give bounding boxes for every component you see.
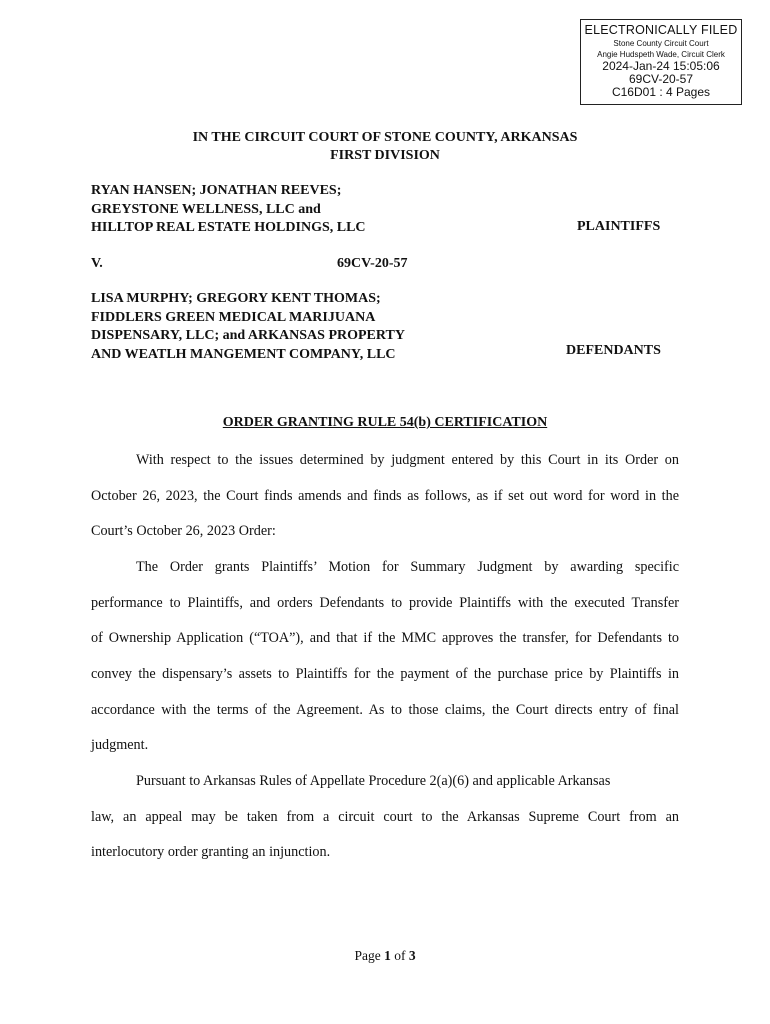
paragraph-3	[91, 772, 679, 879]
court-division: FIRST DIVISION	[330, 148, 440, 163]
plaintiffs-caption	[91, 182, 366, 238]
stamp-title: ELECTRONICALLY FILED	[584, 23, 738, 37]
versus-label: V.	[91, 256, 103, 271]
paragraph-2	[91, 558, 679, 772]
paragraph-line: Court’s October 26, 2023 Order:	[91, 523, 276, 540]
page-total: 3	[408, 948, 416, 963]
paragraph-line: Pursuant to Arkansas Rules of Appellate Procedure 2(a)(6) and applicable Arkansas	[136, 773, 611, 789]
stamp-datetime: 2024-Jan-24 15:05:06	[602, 59, 720, 73]
stamp-clerk: Angie Hudspeth Wade, Circuit Clerk	[597, 50, 725, 59]
stamp-case-number: 69CV-20-57	[628, 72, 694, 86]
stamp-court: Stone County Circuit Court	[613, 39, 709, 48]
defendants-line: FIDDLERS GREEN MEDICAL MARIJUANA	[91, 309, 376, 325]
stamp-pages: C16D01 : 4 Pages	[611, 85, 711, 99]
plaintiffs-line: GREYSTONE WELLNESS, LLC and	[91, 201, 321, 217]
electronic-filing-stamp	[580, 19, 742, 105]
paragraph-1	[91, 451, 679, 558]
defendants-line: DISPENSARY, LLC; and ARKANSAS PROPERTY	[91, 328, 405, 343]
page-prefix: Page	[354, 948, 385, 963]
plaintiffs-line: RYAN HANSEN; JONATHAN REEVES;	[91, 183, 342, 198]
defendants-line: AND WEATLH MANGEMENT COMPANY, LLC	[91, 346, 396, 362]
paragraph-line: of Ownership Application (“TOA”), and that if the MMC approves the transfer, for Defendants to	[91, 630, 679, 647]
plaintiffs-role: PLAINTIFFS	[577, 219, 661, 234]
defendants-role: DEFENDANTS	[566, 343, 661, 358]
page-number: 1	[384, 948, 391, 963]
court-heading: IN THE CIRCUIT COURT OF STONE COUNTY, ARKANSAS	[192, 130, 578, 145]
paragraph-line: performance to Plaintiffs, and orders Defendants to provide Plaintiffs with the executed Transfer	[91, 594, 679, 611]
case-number: 69CV-20-57	[337, 256, 408, 271]
paragraph-line: convey the dispensary’s assets to Plaintiffs for the payment of the purchase price by Plaintiffs in	[91, 666, 679, 683]
paragraph-line: interlocutory order granting an injunction.	[91, 844, 331, 861]
plaintiffs-line: HILLTOP REAL ESTATE HOLDINGS, LLC	[91, 220, 366, 235]
page-footer	[0, 948, 770, 964]
page-of: of	[390, 948, 409, 963]
paragraph-line: accordance with the terms of the Agreement. As to those claims, the Court directs entry of final	[91, 701, 679, 718]
defendants-caption	[91, 290, 405, 364]
paragraph-line: law, an appeal may be taken from a circuit court to the Arkansas Supreme Court from an	[91, 808, 679, 825]
defendants-line: LISA MURPHY; GREGORY KENT THOMAS;	[91, 291, 381, 306]
order-title: ORDER GRANTING RULE 54(b) CERTIFICATION	[222, 415, 548, 430]
paragraph-line: October 26, 2023, the Court finds amends and finds as follows, as if set out word for word in the	[91, 487, 679, 504]
paragraph-line: judgment.	[91, 737, 149, 754]
paragraph-line: With respect to the issues determined by judgment entered by this Court in its Order on	[136, 452, 679, 468]
paragraph-line: The Order grants Plaintiffs’ Motion for Summary Judgment by awarding specific	[136, 559, 679, 575]
